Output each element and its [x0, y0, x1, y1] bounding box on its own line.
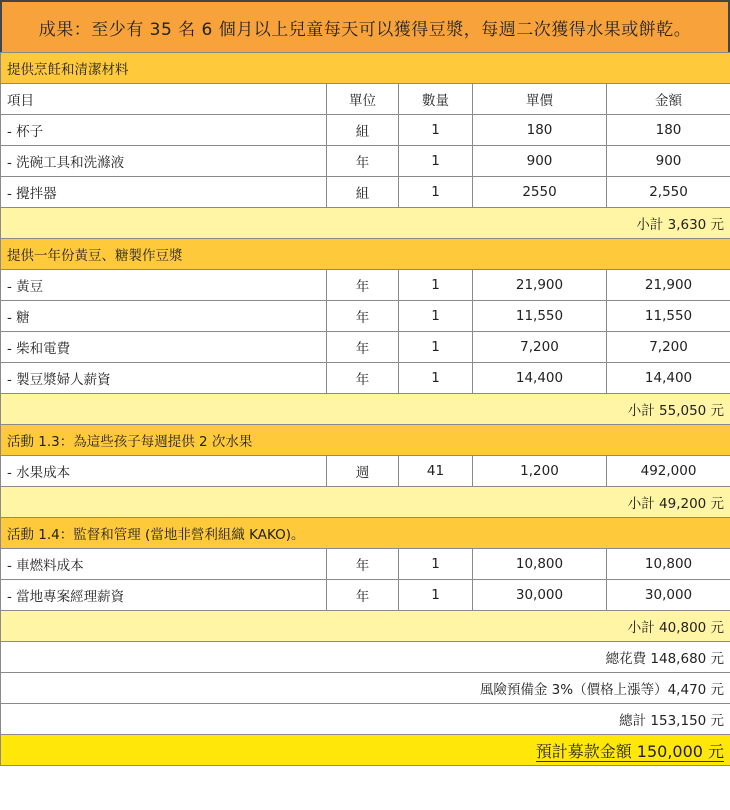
- section-header: [1, 239, 730, 270]
- item-cell: - 攪拌器: [1, 177, 327, 208]
- qty-cell: 1: [399, 332, 473, 363]
- unit-cell: 年: [327, 270, 399, 301]
- price-cell: 900: [473, 146, 607, 177]
- subtotal-cell: 小計 55,050 元: [1, 394, 730, 425]
- item-cell: - 柴和電費: [1, 332, 327, 363]
- table-row: [1, 146, 730, 177]
- col-item-header: 項目: [1, 84, 327, 115]
- qty-cell: 1: [399, 115, 473, 146]
- amount-cell: 11,550: [607, 301, 730, 332]
- subtotal-row: [1, 394, 730, 425]
- price-cell: 30,000: [473, 580, 607, 611]
- price-cell: 7,200: [473, 332, 607, 363]
- unit-cell: 組: [327, 177, 399, 208]
- item-cell: - 水果成本: [1, 456, 327, 487]
- table-row: [1, 332, 730, 363]
- amount-cell: 900: [607, 146, 730, 177]
- item-cell: - 車燃料成本: [1, 549, 327, 580]
- item-cell: - 糖: [1, 301, 327, 332]
- price-cell: 2550: [473, 177, 607, 208]
- price-cell: 21,900: [473, 270, 607, 301]
- col-qty-header: 數量: [399, 84, 473, 115]
- amount-cell: 30,000: [607, 580, 730, 611]
- grand-total-row: [1, 704, 730, 735]
- unit-cell: 年: [327, 580, 399, 611]
- item-cell: - 洗碗工具和洗滌液: [1, 146, 327, 177]
- subtotal-row: [1, 487, 730, 518]
- table-row: [1, 270, 730, 301]
- qty-cell: 1: [399, 177, 473, 208]
- budget-table: [0, 52, 730, 766]
- unit-cell: 年: [327, 549, 399, 580]
- price-cell: 14,400: [473, 363, 607, 394]
- subtotal-row: [1, 208, 730, 239]
- subtotal-cell: 小計 40,800 元: [1, 611, 730, 642]
- table-row: [1, 301, 730, 332]
- subtotal-cell: 小計 49,200 元: [1, 487, 730, 518]
- unit-cell: 年: [327, 146, 399, 177]
- grand-total-cell: 總計 153,150 元: [1, 704, 730, 735]
- qty-cell: 41: [399, 456, 473, 487]
- section-header: [1, 53, 730, 84]
- table-row: [1, 580, 730, 611]
- risk-reserve-cell: 風險預備金 3%（價格上漲等）4,470 元: [1, 673, 730, 704]
- fundraising-target-text: 預計募款金額 150,000 元: [535, 741, 725, 761]
- table-row: [1, 363, 730, 394]
- risk-reserve-row: [1, 673, 730, 704]
- unit-cell: 組: [327, 115, 399, 146]
- section-title: 活動 1.3：為這些孩子每週提供 2 次水果: [1, 425, 730, 456]
- qty-cell: 1: [399, 363, 473, 394]
- outcome-title: 成果：至少有 35 名 6 個月以上兒童每天可以獲得豆漿，每週二次獲得水果或餅乾。: [0, 0, 730, 52]
- price-cell: 11,550: [473, 301, 607, 332]
- qty-cell: 1: [399, 146, 473, 177]
- column-header-row: [1, 84, 730, 115]
- section-title: 提供烹飪和清潔材料: [1, 53, 730, 84]
- amount-cell: 2,550: [607, 177, 730, 208]
- item-cell: - 杯子: [1, 115, 327, 146]
- item-cell: - 製豆漿婦人薪資: [1, 363, 327, 394]
- amount-cell: 180: [607, 115, 730, 146]
- subtotal-row: [1, 611, 730, 642]
- table-row: [1, 177, 730, 208]
- fundraising-target-cell: [1, 735, 730, 766]
- col-amount-header: 金額: [607, 84, 730, 115]
- section-header: [1, 518, 730, 549]
- unit-cell: 年: [327, 363, 399, 394]
- qty-cell: 1: [399, 270, 473, 301]
- price-cell: 180: [473, 115, 607, 146]
- qty-cell: 1: [399, 301, 473, 332]
- amount-cell: 10,800: [607, 549, 730, 580]
- amount-cell: 492,000: [607, 456, 730, 487]
- section-title: 活動 1.4：監督和管理 (當地非營利組織 KAKO)。: [1, 518, 730, 549]
- item-cell: - 當地專案經理薪資: [1, 580, 327, 611]
- amount-cell: 14,400: [607, 363, 730, 394]
- table-row: [1, 549, 730, 580]
- table-row: [1, 456, 730, 487]
- fundraising-target-row: [1, 735, 730, 766]
- total-cost-row: [1, 642, 730, 673]
- price-cell: 1,200: [473, 456, 607, 487]
- qty-cell: 1: [399, 549, 473, 580]
- unit-cell: 週: [327, 456, 399, 487]
- price-cell: 10,800: [473, 549, 607, 580]
- qty-cell: 1: [399, 580, 473, 611]
- unit-cell: 年: [327, 301, 399, 332]
- amount-cell: 21,900: [607, 270, 730, 301]
- col-unit-header: 單位: [327, 84, 399, 115]
- amount-cell: 7,200: [607, 332, 730, 363]
- table-row: [1, 115, 730, 146]
- col-price-header: 單價: [473, 84, 607, 115]
- section-header: [1, 425, 730, 456]
- item-cell: - 黃豆: [1, 270, 327, 301]
- section-title: 提供一年份黃豆、糖製作豆漿: [1, 239, 730, 270]
- subtotal-cell: 小計 3,630 元: [1, 208, 730, 239]
- total-cost-cell: 總花費 148,680 元: [1, 642, 730, 673]
- unit-cell: 年: [327, 332, 399, 363]
